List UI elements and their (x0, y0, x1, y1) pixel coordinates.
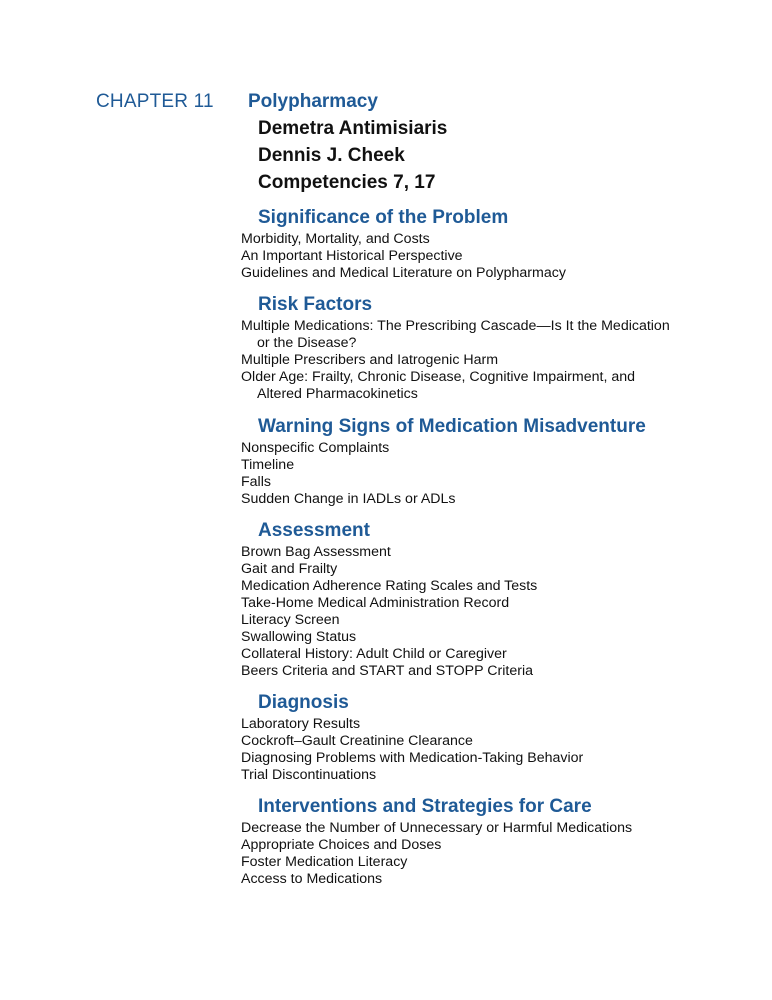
topic-item: Trial Discontinuations (241, 767, 377, 783)
author-name: Demetra Antimisiaris (258, 118, 448, 139)
section-heading: Risk Factors (258, 294, 373, 315)
topic-item: Multiple Prescribers and Iatrogenic Harm (241, 352, 499, 368)
topic-item: Cockroft–Gault Creatinine Clearance (241, 733, 473, 749)
topic-item: Collateral History: Adult Child or Caregiver (241, 646, 507, 662)
section-heading: Significance of the Problem (258, 207, 509, 228)
section-heading: Assessment (258, 520, 370, 541)
chapter-label: CHAPTER 11 (96, 91, 214, 112)
topic-item: Medication Adherence Rating Scales and Tests (241, 578, 538, 594)
topic-item: Falls (241, 474, 271, 490)
topic-item: Literacy Screen (241, 612, 340, 628)
topic-item: Gait and Frailty (241, 561, 338, 577)
section-risk-factors (241, 294, 681, 403)
topic-item: Swallowing Status (241, 629, 357, 645)
topic-item: Morbidity, Mortality, and Costs (241, 231, 430, 247)
topic-item: Take-Home Medical Administration Record (241, 595, 510, 611)
section-warning-signs (241, 416, 741, 508)
topic-item: Diagnosing Problems with Medication-Taking Behavior (241, 750, 584, 766)
topic-item: Access to Medications (241, 871, 383, 887)
topic-item: Sudden Change in IADLs or ADLs (241, 491, 456, 507)
section-diagnosis (241, 692, 741, 784)
topic-item: Nonspecific Complaints (241, 440, 390, 456)
topic-item: Timeline (241, 457, 295, 473)
topic-item: Multiple Medications: The Prescribing Cascade—Is It the Medication or the Disease? (241, 318, 670, 351)
topic-item: An Important Historical Perspective (241, 248, 463, 264)
section-heading: Diagnosis (258, 692, 349, 713)
topic-item: Appropriate Choices and Doses (241, 837, 442, 853)
competencies: Competencies 7, 17 (258, 172, 436, 193)
topic-item: Guidelines and Medical Literature on Polypharmacy (241, 265, 566, 281)
section-significance (241, 207, 741, 282)
topic-item: Older Age: Frailty, Chronic Disease, Cognitive Impairment, and Altered Pharmacokinetics (241, 369, 635, 402)
topic-item: Beers Criteria and START and STOPP Criteria (241, 663, 534, 679)
author-name: Dennis J. Cheek (258, 145, 405, 166)
section-heading: Interventions and Strategies for Care (258, 796, 592, 817)
topic-item: Foster Medication Literacy (241, 854, 408, 870)
section-heading: Warning Signs of Medication Misadventure (258, 416, 646, 437)
chapter-title: Polypharmacy (248, 91, 378, 112)
topic-item: Brown Bag Assessment (241, 544, 391, 560)
section-assessment (241, 520, 741, 680)
section-interventions (241, 796, 741, 888)
topic-item: Decrease the Number of Unnecessary or Harmful Medications (241, 820, 633, 836)
topic-item: Laboratory Results (241, 716, 361, 732)
